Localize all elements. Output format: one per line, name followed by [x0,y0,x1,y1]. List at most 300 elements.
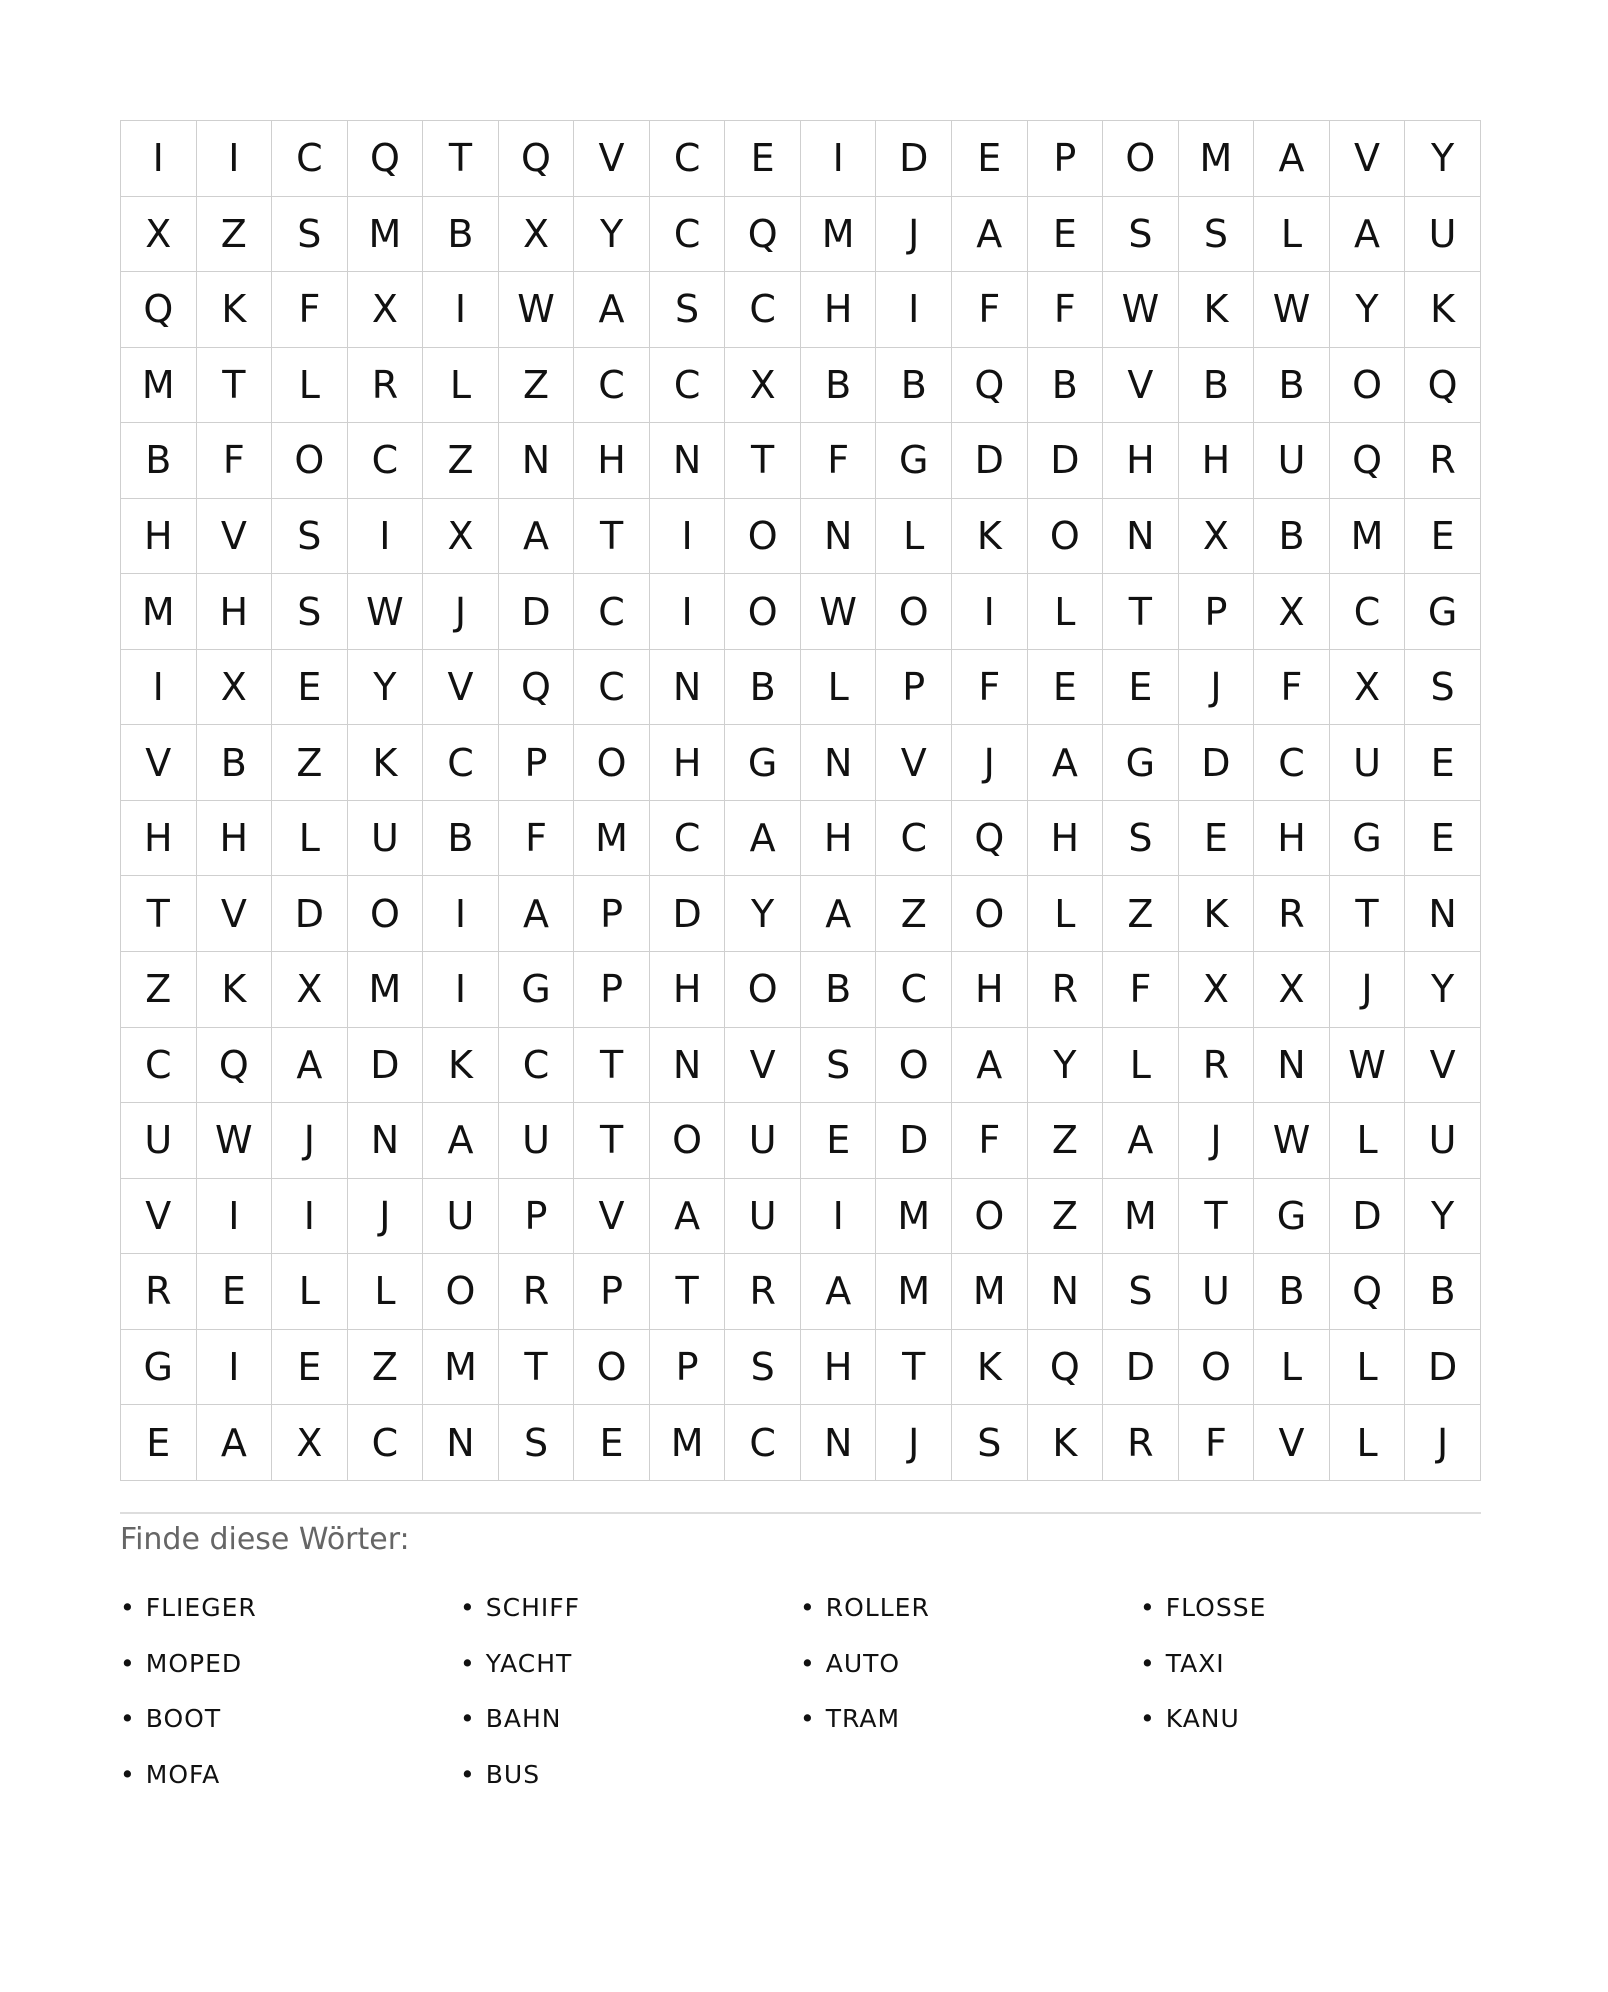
grid-cell[interactable]: P [574,876,650,952]
grid-cell[interactable]: M [121,348,197,424]
grid-cell[interactable]: G [1405,574,1481,650]
grid-cell[interactable]: K [1028,1405,1104,1481]
grid-cell[interactable]: I [348,499,424,575]
grid-cell[interactable]: M [1103,1179,1179,1255]
grid-cell[interactable]: H [197,801,273,877]
grid-cell[interactable]: U [1405,197,1481,273]
grid-cell[interactable]: R [1405,423,1481,499]
grid-cell[interactable]: V [574,1179,650,1255]
grid-cell[interactable]: F [952,1103,1028,1179]
grid-cell[interactable]: E [197,1254,273,1330]
grid-cell[interactable]: I [121,650,197,726]
grid-cell[interactable]: O [876,1028,952,1104]
grid-cell[interactable]: H [650,725,726,801]
grid-cell[interactable]: N [801,725,877,801]
grid-cell[interactable]: W [499,272,575,348]
grid-cell[interactable]: D [876,121,952,197]
grid-cell[interactable]: H [1254,801,1330,877]
grid-cell[interactable]: C [272,121,348,197]
grid-cell[interactable]: C [121,1028,197,1104]
grid-cell[interactable]: Q [1330,423,1406,499]
grid-cell[interactable]: S [650,272,726,348]
grid-cell[interactable]: R [1028,952,1104,1028]
grid-cell[interactable]: S [952,1405,1028,1481]
grid-cell[interactable]: B [1179,348,1255,424]
grid-cell[interactable]: A [499,876,575,952]
grid-cell[interactable]: T [1330,876,1406,952]
grid-cell[interactable]: C [876,952,952,1028]
grid-cell[interactable]: J [1330,952,1406,1028]
grid-cell[interactable]: V [121,725,197,801]
grid-cell[interactable]: A [574,272,650,348]
grid-cell[interactable]: F [197,423,273,499]
grid-cell[interactable]: I [952,574,1028,650]
grid-cell[interactable]: L [272,801,348,877]
grid-cell[interactable]: O [272,423,348,499]
grid-cell[interactable]: T [197,348,273,424]
grid-cell[interactable]: L [272,348,348,424]
grid-cell[interactable]: L [1103,1028,1179,1104]
grid-cell[interactable]: C [348,423,424,499]
grid-cell[interactable]: O [574,725,650,801]
grid-cell[interactable]: D [272,876,348,952]
grid-cell[interactable]: E [952,121,1028,197]
grid-cell[interactable]: R [499,1254,575,1330]
grid-cell[interactable]: K [952,1330,1028,1406]
grid-cell[interactable]: S [1103,197,1179,273]
grid-cell[interactable]: O [423,1254,499,1330]
grid-cell[interactable]: Q [1405,348,1481,424]
grid-cell[interactable]: H [574,423,650,499]
grid-cell[interactable]: J [1179,650,1255,726]
grid-cell[interactable]: X [1254,952,1330,1028]
grid-cell[interactable]: Z [876,876,952,952]
grid-cell[interactable]: U [121,1103,197,1179]
grid-cell[interactable]: U [1405,1103,1481,1179]
grid-cell[interactable]: O [1179,1330,1255,1406]
grid-cell[interactable]: I [650,574,726,650]
grid-cell[interactable]: N [1405,876,1481,952]
grid-cell[interactable]: A [801,1254,877,1330]
grid-cell[interactable]: X [348,272,424,348]
grid-cell[interactable]: E [574,1405,650,1481]
grid-cell[interactable]: S [272,499,348,575]
grid-cell[interactable]: I [197,1179,273,1255]
grid-cell[interactable]: S [1179,197,1255,273]
grid-cell[interactable]: T [650,1254,726,1330]
grid-cell[interactable]: A [952,197,1028,273]
grid-cell[interactable]: B [801,348,877,424]
grid-cell[interactable]: Y [725,876,801,952]
grid-cell[interactable]: Q [725,197,801,273]
grid-cell[interactable]: I [197,121,273,197]
grid-cell[interactable]: J [876,1405,952,1481]
grid-cell[interactable]: H [121,499,197,575]
grid-cell[interactable]: B [1028,348,1104,424]
grid-cell[interactable]: A [1254,121,1330,197]
grid-cell[interactable]: B [876,348,952,424]
grid-cell[interactable]: N [499,423,575,499]
grid-cell[interactable]: J [952,725,1028,801]
grid-cell[interactable]: E [272,650,348,726]
grid-cell[interactable]: Y [1028,1028,1104,1104]
grid-cell[interactable]: N [348,1103,424,1179]
grid-cell[interactable]: B [121,423,197,499]
grid-cell[interactable]: G [1103,725,1179,801]
grid-cell[interactable]: V [197,499,273,575]
grid-cell[interactable]: D [499,574,575,650]
grid-cell[interactable]: L [1330,1330,1406,1406]
grid-cell[interactable]: O [725,574,801,650]
grid-cell[interactable]: A [197,1405,273,1481]
grid-cell[interactable]: C [725,272,801,348]
grid-cell[interactable]: A [272,1028,348,1104]
grid-cell[interactable]: V [1103,348,1179,424]
grid-cell[interactable]: U [499,1103,575,1179]
grid-cell[interactable]: H [197,574,273,650]
grid-cell[interactable]: P [499,1179,575,1255]
grid-cell[interactable]: R [348,348,424,424]
grid-cell[interactable]: E [1028,197,1104,273]
grid-cell[interactable]: L [1028,876,1104,952]
grid-cell[interactable]: M [423,1330,499,1406]
grid-cell[interactable]: K [952,499,1028,575]
grid-cell[interactable]: S [499,1405,575,1481]
grid-cell[interactable]: L [348,1254,424,1330]
grid-cell[interactable]: W [1330,1028,1406,1104]
grid-cell[interactable]: Q [121,272,197,348]
grid-cell[interactable]: V [574,121,650,197]
grid-cell[interactable]: S [1103,801,1179,877]
grid-cell[interactable]: B [197,725,273,801]
grid-cell[interactable]: H [1179,423,1255,499]
grid-cell[interactable]: F [1254,650,1330,726]
grid-cell[interactable]: J [1405,1405,1481,1481]
grid-cell[interactable]: V [1254,1405,1330,1481]
grid-cell[interactable]: Y [1405,1179,1481,1255]
grid-cell[interactable]: S [725,1330,801,1406]
grid-cell[interactable]: K [1405,272,1481,348]
grid-cell[interactable]: E [801,1103,877,1179]
grid-cell[interactable]: R [121,1254,197,1330]
grid-cell[interactable]: I [801,121,877,197]
grid-cell[interactable]: Q [952,801,1028,877]
grid-cell[interactable]: H [1028,801,1104,877]
grid-cell[interactable]: C [348,1405,424,1481]
grid-cell[interactable]: A [1330,197,1406,273]
grid-cell[interactable]: C [725,1405,801,1481]
grid-cell[interactable]: T [876,1330,952,1406]
grid-cell[interactable]: S [801,1028,877,1104]
grid-cell[interactable]: C [574,650,650,726]
grid-cell[interactable]: R [1254,876,1330,952]
grid-cell[interactable]: C [574,574,650,650]
grid-cell[interactable]: N [1028,1254,1104,1330]
grid-cell[interactable]: I [423,952,499,1028]
grid-cell[interactable]: A [952,1028,1028,1104]
grid-cell[interactable]: H [801,801,877,877]
grid-cell[interactable]: I [121,121,197,197]
grid-cell[interactable]: R [725,1254,801,1330]
grid-cell[interactable]: B [1405,1254,1481,1330]
grid-cell[interactable]: U [1179,1254,1255,1330]
grid-cell[interactable]: H [801,272,877,348]
grid-cell[interactable]: J [348,1179,424,1255]
grid-cell[interactable]: U [725,1103,801,1179]
grid-cell[interactable]: N [1254,1028,1330,1104]
grid-cell[interactable]: M [574,801,650,877]
grid-cell[interactable]: V [1405,1028,1481,1104]
grid-cell[interactable]: X [197,650,273,726]
grid-cell[interactable]: O [348,876,424,952]
grid-cell[interactable]: W [197,1103,273,1179]
grid-cell[interactable]: M [348,952,424,1028]
grid-cell[interactable]: Y [1405,121,1481,197]
grid-cell[interactable]: Q [499,650,575,726]
grid-cell[interactable]: F [499,801,575,877]
grid-cell[interactable]: O [725,952,801,1028]
grid-cell[interactable]: C [650,197,726,273]
grid-cell[interactable]: I [423,272,499,348]
grid-cell[interactable]: I [197,1330,273,1406]
grid-cell[interactable]: Q [1028,1330,1104,1406]
grid-cell[interactable]: O [952,1179,1028,1255]
grid-cell[interactable]: C [650,801,726,877]
grid-cell[interactable]: N [650,1028,726,1104]
grid-cell[interactable]: N [423,1405,499,1481]
grid-cell[interactable]: C [1330,574,1406,650]
grid-cell[interactable]: G [499,952,575,1028]
grid-cell[interactable]: C [1254,725,1330,801]
grid-cell[interactable]: H [952,952,1028,1028]
grid-cell[interactable]: U [725,1179,801,1255]
grid-cell[interactable]: L [801,650,877,726]
grid-cell[interactable]: Z [1103,876,1179,952]
grid-cell[interactable]: X [121,197,197,273]
grid-cell[interactable]: N [650,423,726,499]
grid-cell[interactable]: K [197,952,273,1028]
grid-cell[interactable]: Z [197,197,273,273]
grid-cell[interactable]: C [650,348,726,424]
grid-cell[interactable]: L [1330,1103,1406,1179]
grid-cell[interactable]: F [1028,272,1104,348]
grid-cell[interactable]: C [876,801,952,877]
grid-cell[interactable]: S [272,574,348,650]
grid-cell[interactable]: K [423,1028,499,1104]
grid-cell[interactable]: O [650,1103,726,1179]
grid-cell[interactable]: H [121,801,197,877]
grid-cell[interactable]: X [725,348,801,424]
grid-cell[interactable]: F [801,423,877,499]
grid-cell[interactable]: Z [121,952,197,1028]
grid-cell[interactable]: L [423,348,499,424]
grid-cell[interactable]: A [499,499,575,575]
grid-cell[interactable]: Y [348,650,424,726]
grid-cell[interactable]: D [1028,423,1104,499]
grid-cell[interactable]: F [272,272,348,348]
grid-cell[interactable]: U [423,1179,499,1255]
grid-cell[interactable]: O [876,574,952,650]
grid-cell[interactable]: L [1028,574,1104,650]
grid-cell[interactable]: M [801,197,877,273]
grid-cell[interactable]: M [952,1254,1028,1330]
grid-cell[interactable]: Y [1405,952,1481,1028]
grid-cell[interactable]: N [650,650,726,726]
grid-cell[interactable]: L [1330,1405,1406,1481]
grid-cell[interactable]: W [348,574,424,650]
grid-cell[interactable]: X [1179,952,1255,1028]
grid-cell[interactable]: F [952,272,1028,348]
grid-cell[interactable]: M [348,197,424,273]
grid-cell[interactable]: L [876,499,952,575]
grid-cell[interactable]: E [272,1330,348,1406]
grid-cell[interactable]: W [1254,1103,1330,1179]
grid-cell[interactable]: B [1254,1254,1330,1330]
grid-cell[interactable]: P [499,725,575,801]
grid-cell[interactable]: J [423,574,499,650]
grid-cell[interactable]: W [1254,272,1330,348]
grid-cell[interactable]: W [801,574,877,650]
grid-cell[interactable]: R [1103,1405,1179,1481]
grid-cell[interactable]: Y [1330,272,1406,348]
grid-cell[interactable]: L [272,1254,348,1330]
grid-cell[interactable]: P [650,1330,726,1406]
grid-cell[interactable]: D [1405,1330,1481,1406]
grid-cell[interactable]: Q [499,121,575,197]
grid-cell[interactable]: B [725,650,801,726]
grid-cell[interactable]: T [574,1028,650,1104]
grid-cell[interactable]: D [952,423,1028,499]
grid-cell[interactable]: G [1254,1179,1330,1255]
grid-cell[interactable]: O [574,1330,650,1406]
grid-cell[interactable]: T [725,423,801,499]
grid-cell[interactable]: V [197,876,273,952]
grid-cell[interactable]: K [1179,272,1255,348]
grid-cell[interactable]: P [1028,121,1104,197]
grid-cell[interactable]: B [423,801,499,877]
grid-cell[interactable]: T [574,1103,650,1179]
grid-cell[interactable]: C [499,1028,575,1104]
grid-cell[interactable]: M [1179,121,1255,197]
grid-cell[interactable]: Q [1330,1254,1406,1330]
grid-cell[interactable]: T [1179,1179,1255,1255]
grid-cell[interactable]: E [1405,499,1481,575]
grid-cell[interactable]: A [650,1179,726,1255]
grid-cell[interactable]: J [272,1103,348,1179]
grid-cell[interactable]: S [272,197,348,273]
grid-cell[interactable]: U [348,801,424,877]
grid-cell[interactable]: S [1103,1254,1179,1330]
grid-cell[interactable]: X [1330,650,1406,726]
grid-cell[interactable]: N [1103,499,1179,575]
grid-cell[interactable]: K [348,725,424,801]
grid-cell[interactable]: P [574,1254,650,1330]
grid-cell[interactable]: A [1103,1103,1179,1179]
grid-cell[interactable]: M [876,1179,952,1255]
grid-cell[interactable]: J [1179,1103,1255,1179]
grid-cell[interactable]: G [876,423,952,499]
grid-cell[interactable]: A [801,876,877,952]
grid-cell[interactable]: I [272,1179,348,1255]
grid-cell[interactable]: K [1179,876,1255,952]
grid-cell[interactable]: D [650,876,726,952]
grid-cell[interactable]: S [1405,650,1481,726]
grid-cell[interactable]: Z [1028,1179,1104,1255]
grid-cell[interactable]: V [876,725,952,801]
grid-cell[interactable]: A [1028,725,1104,801]
grid-cell[interactable]: O [1103,121,1179,197]
grid-cell[interactable]: V [423,650,499,726]
grid-cell[interactable]: Q [348,121,424,197]
grid-cell[interactable]: Z [499,348,575,424]
grid-cell[interactable]: R [1179,1028,1255,1104]
grid-cell[interactable]: B [1254,348,1330,424]
grid-cell[interactable]: A [725,801,801,877]
grid-cell[interactable]: T [574,499,650,575]
grid-cell[interactable]: B [1254,499,1330,575]
grid-cell[interactable]: F [1179,1405,1255,1481]
grid-cell[interactable]: G [1330,801,1406,877]
grid-cell[interactable]: D [1103,1330,1179,1406]
grid-cell[interactable]: E [1028,650,1104,726]
grid-cell[interactable]: I [650,499,726,575]
grid-cell[interactable]: X [272,952,348,1028]
grid-cell[interactable]: E [121,1405,197,1481]
grid-cell[interactable]: T [423,121,499,197]
grid-cell[interactable]: C [650,121,726,197]
grid-cell[interactable]: O [1330,348,1406,424]
grid-cell[interactable]: Z [272,725,348,801]
grid-cell[interactable]: I [876,272,952,348]
grid-cell[interactable]: N [801,499,877,575]
grid-cell[interactable]: F [952,650,1028,726]
grid-cell[interactable]: U [1330,725,1406,801]
grid-cell[interactable]: Q [952,348,1028,424]
grid-cell[interactable]: T [121,876,197,952]
grid-cell[interactable]: X [1254,574,1330,650]
grid-cell[interactable]: A [423,1103,499,1179]
grid-cell[interactable]: E [1103,650,1179,726]
grid-cell[interactable]: O [1028,499,1104,575]
grid-cell[interactable]: M [876,1254,952,1330]
grid-cell[interactable]: I [801,1179,877,1255]
grid-cell[interactable]: Z [348,1330,424,1406]
grid-cell[interactable]: D [1179,725,1255,801]
grid-cell[interactable]: G [121,1330,197,1406]
grid-cell[interactable]: V [1330,121,1406,197]
grid-cell[interactable]: L [1254,1330,1330,1406]
grid-cell[interactable]: X [1179,499,1255,575]
grid-cell[interactable]: C [423,725,499,801]
grid-cell[interactable]: K [197,272,273,348]
grid-cell[interactable]: X [499,197,575,273]
grid-cell[interactable]: M [650,1405,726,1481]
grid-cell[interactable]: D [1330,1179,1406,1255]
grid-cell[interactable]: O [952,876,1028,952]
grid-cell[interactable]: H [801,1330,877,1406]
grid-cell[interactable]: L [1254,197,1330,273]
grid-cell[interactable]: M [121,574,197,650]
grid-cell[interactable]: M [1330,499,1406,575]
grid-cell[interactable]: X [423,499,499,575]
grid-cell[interactable]: J [876,197,952,273]
grid-cell[interactable]: U [1254,423,1330,499]
grid-cell[interactable]: N [801,1405,877,1481]
grid-cell[interactable]: O [725,499,801,575]
grid-cell[interactable]: I [423,876,499,952]
grid-cell[interactable]: D [876,1103,952,1179]
grid-cell[interactable]: D [348,1028,424,1104]
